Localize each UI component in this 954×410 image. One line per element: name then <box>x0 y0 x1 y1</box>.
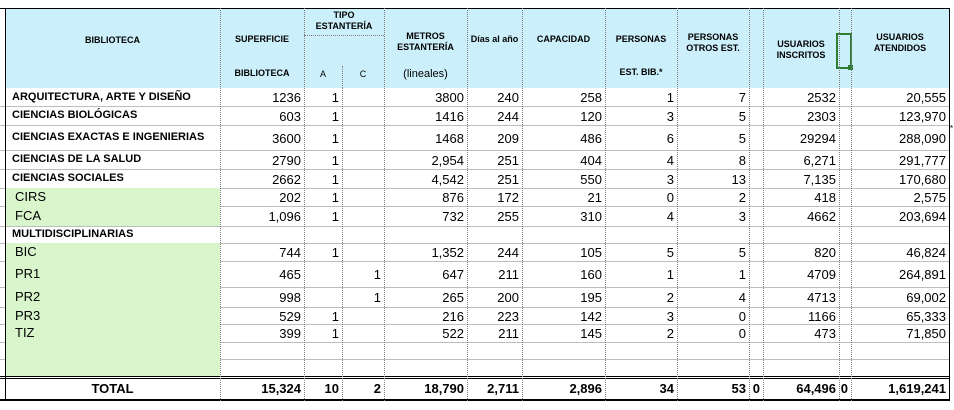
cell-sup[interactable]: 465 <box>279 267 301 282</box>
cell-dias[interactable]: 244 <box>497 109 519 124</box>
cell-c[interactable] <box>342 88 384 106</box>
column-gridline <box>677 8 678 401</box>
cell-sup[interactable] <box>220 342 304 359</box>
cell-dias[interactable]: 255 <box>497 209 519 224</box>
column-gridline <box>467 8 468 401</box>
cell-sup[interactable]: 202 <box>279 190 301 205</box>
cell-cap[interactable]: 142 <box>580 309 602 324</box>
header-superficie: SUPERFICIE <box>234 34 289 44</box>
column-gridline <box>522 8 523 401</box>
cell-cap[interactable]: 550 <box>580 172 602 187</box>
cell-metros[interactable] <box>384 359 467 376</box>
total-extra2[interactable]: 0 <box>840 381 848 396</box>
cell-ins[interactable]: 418 <box>814 190 836 205</box>
cell-otros[interactable]: 5 <box>738 131 746 146</box>
total-at[interactable]: 1,619,241 <box>888 381 946 396</box>
cell-metros[interactable]: 3800 <box>435 90 464 105</box>
cell-per[interactable] <box>605 342 677 359</box>
cell-otros[interactable]: 8 <box>738 153 746 168</box>
cell-a[interactable]: 1 <box>331 153 339 168</box>
cell-metros[interactable]: 265 <box>442 290 464 305</box>
cell-at[interactable]: 2,575 <box>913 190 946 205</box>
cell-cap[interactable]: 195 <box>580 290 602 305</box>
cell-otros[interactable]: 2 <box>738 190 746 205</box>
cell-sup[interactable]: 603 <box>279 109 301 124</box>
cell-sup[interactable] <box>220 226 304 243</box>
cell-otros[interactable]: 13 <box>731 172 746 187</box>
cell-metros[interactable]: 647 <box>442 267 464 282</box>
cell-per[interactable]: 3 <box>666 309 674 324</box>
cell-ins[interactable] <box>763 226 839 243</box>
cell-per[interactable]: 2 <box>666 290 674 305</box>
cell-metros[interactable] <box>384 342 467 359</box>
row-label[interactable]: PR3 <box>5 307 220 324</box>
cell-a[interactable]: 1 <box>331 131 339 146</box>
column-gridline <box>839 8 840 401</box>
cell-c[interactable]: 1 <box>373 267 381 282</box>
cell-a[interactable]: 1 <box>331 90 339 105</box>
cell-a[interactable] <box>304 342 342 359</box>
header-usuarios-atendidos: USUARIOS ATENDIDOS <box>873 32 927 53</box>
header-personas: PERSONAS <box>615 34 667 44</box>
cell-dias[interactable]: 240 <box>497 90 519 105</box>
cell-ins[interactable]: 6,271 <box>803 153 836 168</box>
cell-otros[interactable]: 3 <box>738 209 746 224</box>
cell-c[interactable] <box>342 359 384 376</box>
header-personas-otros: PERSONAS OTROS EST. <box>686 32 740 53</box>
cell-ins[interactable]: 473 <box>814 326 836 341</box>
cell-a[interactable]: 1 <box>331 190 339 205</box>
cell-cap[interactable]: 404 <box>580 153 602 168</box>
cell-per[interactable]: 5 <box>666 245 674 260</box>
header-tipo-a: A <box>319 69 326 79</box>
cell-cap[interactable]: 160 <box>580 267 602 282</box>
cell-ins[interactable]: 1166 <box>808 309 836 324</box>
row-label[interactable]: CIENCIAS DE LA SALUD <box>12 153 142 165</box>
cell-at[interactable]: 65,333 <box>906 309 946 324</box>
cell-cap[interactable] <box>522 342 605 359</box>
cell-dias[interactable]: 244 <box>497 245 519 260</box>
header-top-border <box>0 8 949 9</box>
column-gridline <box>605 8 606 401</box>
cell-ins[interactable]: 2532 <box>807 90 836 105</box>
cell-dias[interactable]: 200 <box>497 290 519 305</box>
cell-a[interactable]: 1 <box>331 172 339 187</box>
cell-at[interactable]: 264,891 <box>899 267 946 282</box>
cell-otros[interactable] <box>677 342 749 359</box>
cell-ins[interactable] <box>763 342 839 359</box>
cell-dias[interactable]: 251 <box>497 172 519 187</box>
cell-cap[interactable] <box>522 359 605 376</box>
cell-a[interactable]: 1 <box>331 309 339 324</box>
cell-per[interactable]: 2 <box>666 326 674 341</box>
total-c[interactable]: 2 <box>373 381 381 396</box>
cell-metros[interactable]: 2,954 <box>431 153 464 168</box>
header-capacidad: CAPACIDAD <box>536 34 591 44</box>
cell-cap[interactable] <box>522 226 605 243</box>
row-gridline <box>0 376 949 377</box>
cell-metros[interactable]: 522 <box>442 326 464 341</box>
cell-dias[interactable]: 223 <box>497 309 519 324</box>
row-label[interactable]: MULTIDISCIPLINARIAS <box>12 228 134 240</box>
cell-otros[interactable]: 0 <box>738 309 746 324</box>
column-gridline <box>220 8 221 401</box>
cell-at[interactable]: 123,970 <box>899 109 946 124</box>
cell-otros[interactable]: 5 <box>738 109 746 124</box>
cell-otros[interactable]: 0 <box>738 326 746 341</box>
total-ins[interactable]: 64,496 <box>796 381 836 396</box>
cell-ins[interactable]: 29294 <box>799 131 836 146</box>
header-metros-sub: (lineales) <box>403 69 448 80</box>
footnote-asterisk: * <box>950 124 954 133</box>
cell-a[interactable]: 1 <box>331 326 339 341</box>
cell-a[interactable] <box>304 359 342 376</box>
cell-per[interactable]: 6 <box>666 131 674 146</box>
cell-per[interactable] <box>605 359 677 376</box>
cell-per[interactable]: 1 <box>666 267 674 282</box>
row-label[interactable] <box>5 342 220 359</box>
cell-sup[interactable]: 744 <box>279 245 301 260</box>
cell-at[interactable]: 203,694 <box>899 209 946 224</box>
row-label[interactable] <box>5 359 220 376</box>
total-otros[interactable]: 53 <box>731 381 746 396</box>
row-label[interactable]: CIRS <box>5 188 220 206</box>
cell-at[interactable]: 288,090 <box>899 131 946 146</box>
cell-per[interactable]: 4 <box>666 209 674 224</box>
cell-otros[interactable]: 1 <box>738 267 746 282</box>
header-tipo-c: C <box>359 69 367 79</box>
cell-c[interactable]: 1 <box>373 290 381 305</box>
cell-sup[interactable]: 529 <box>279 309 301 324</box>
cell-c[interactable] <box>342 150 384 169</box>
total-label: TOTAL <box>91 381 134 396</box>
header-tipo-ac-divider <box>342 66 343 88</box>
cell-metros[interactable]: 1468 <box>435 131 464 146</box>
cell-dias[interactable]: 251 <box>497 153 519 168</box>
cell-dias[interactable]: 172 <box>497 190 519 205</box>
cell-dias[interactable] <box>467 342 522 359</box>
header-tipo-estanteria: TIPO ESTANTERÍA <box>315 10 373 31</box>
total-dias[interactable]: 2,711 <box>487 381 519 396</box>
total-extra1[interactable]: 0 <box>752 381 760 396</box>
cell-sup[interactable]: 1236 <box>272 90 301 105</box>
column-gridline <box>384 8 385 401</box>
cell-ins[interactable] <box>763 359 839 376</box>
header-tipo-divider <box>304 35 384 36</box>
row-label[interactable]: PR2 <box>5 287 220 307</box>
row-label[interactable]: ARQUITECTURA, ARTE Y DISEÑO <box>12 91 191 103</box>
total-cap[interactable]: 2,896 <box>569 381 602 396</box>
cell-sup[interactable]: 998 <box>279 290 301 305</box>
header-dias: Días al año <box>470 34 519 44</box>
cell-metros[interactable] <box>384 226 467 243</box>
cell-c[interactable] <box>342 324 384 342</box>
cell-cap[interactable]: 21 <box>587 190 602 205</box>
cell-otros[interactable]: 7 <box>738 90 746 105</box>
cell-ins[interactable]: 4662 <box>807 209 836 224</box>
cell-per[interactable] <box>605 226 677 243</box>
cell-metros[interactable]: 876 <box>442 190 464 205</box>
row-label[interactable]: CIENCIAS EXACTAS E INGENIERIAS <box>12 131 205 143</box>
cell-sup[interactable] <box>220 359 304 376</box>
cell-per[interactable]: 3 <box>666 109 674 124</box>
cell-cap[interactable]: 310 <box>580 209 602 224</box>
cell-metros[interactable]: 216 <box>442 309 464 324</box>
cell-c[interactable] <box>342 243 384 261</box>
cell-ins[interactable]: 2303 <box>807 109 836 124</box>
cell-dias[interactable]: 211 <box>498 326 519 341</box>
cell-a[interactable]: 1 <box>331 245 339 260</box>
total-sup[interactable]: 15,324 <box>261 381 301 396</box>
column-gridline <box>949 8 950 401</box>
cell-c[interactable] <box>342 307 384 324</box>
cell-a[interactable]: 1 <box>331 109 339 124</box>
cell-a[interactable] <box>304 261 342 287</box>
total-metros[interactable]: 18,790 <box>424 381 464 396</box>
cell-cap[interactable]: 486 <box>580 131 602 146</box>
cell-at[interactable]: 291,777 <box>899 153 946 168</box>
cell-per[interactable]: 4 <box>666 153 674 168</box>
row-label[interactable]: PR1 <box>5 261 220 287</box>
cell-at[interactable] <box>851 359 949 376</box>
cell-at[interactable]: 170,680 <box>899 172 946 187</box>
header-metros: METROS ESTANTERÍA <box>397 31 454 52</box>
cell-ins[interactable]: 4713 <box>807 290 836 305</box>
cell-a[interactable] <box>304 287 342 307</box>
column-gridline <box>763 8 764 401</box>
column-gridline <box>5 8 6 401</box>
row-label[interactable]: CIENCIAS SOCIALES <box>12 172 124 184</box>
column-gridline <box>851 8 852 401</box>
cell-c[interactable] <box>342 206 384 226</box>
cell-ins[interactable]: 4709 <box>807 267 836 282</box>
header-biblioteca: BIBLIOTECA <box>85 35 140 45</box>
cell-cap[interactable]: 120 <box>580 109 602 124</box>
cell-c[interactable] <box>342 125 384 150</box>
cell-dias[interactable] <box>467 359 522 376</box>
cell-c[interactable] <box>342 188 384 206</box>
cell-otros[interactable] <box>677 226 749 243</box>
cell-dias[interactable] <box>467 226 522 243</box>
cell-cap[interactable]: 145 <box>580 326 602 341</box>
cell-dias[interactable]: 209 <box>497 131 519 146</box>
cell-metros[interactable]: 1,352 <box>431 245 464 260</box>
cell-cap[interactable]: 258 <box>580 90 602 105</box>
cell-c[interactable] <box>342 226 384 243</box>
cell-at[interactable] <box>851 342 949 359</box>
cell-per[interactable]: 1 <box>666 90 674 105</box>
column-gridline <box>304 8 305 401</box>
row-label[interactable]: TIZ <box>5 324 220 342</box>
row-label[interactable]: FCA <box>5 206 220 226</box>
cell-per[interactable]: 0 <box>666 190 674 205</box>
total-a[interactable]: 10 <box>324 381 339 396</box>
cell-sup[interactable]: 2662 <box>272 172 301 187</box>
cell-dias[interactable]: 211 <box>498 267 519 282</box>
cell-at[interactable]: 69,002 <box>906 290 946 305</box>
header-personas-sub: EST. BIB.* <box>619 67 663 77</box>
cell-cap[interactable]: 105 <box>580 245 602 260</box>
header-superficie-sub: BIBLIOTECA <box>234 68 290 78</box>
cell-per[interactable]: 3 <box>666 172 674 187</box>
cell-at[interactable] <box>851 226 949 243</box>
cell-sup[interactable]: 2790 <box>272 153 301 168</box>
cell-sup[interactable]: 3600 <box>272 131 301 146</box>
cell-otros[interactable] <box>677 359 749 376</box>
cell-c[interactable] <box>342 106 384 125</box>
cell-metros[interactable]: 4,542 <box>431 172 464 187</box>
cell-at[interactable]: 46,824 <box>906 245 946 260</box>
column-gridline <box>342 88 343 401</box>
cell-metros[interactable]: 1416 <box>435 109 464 124</box>
cell-metros[interactable]: 732 <box>442 209 464 224</box>
row-label[interactable]: CIENCIAS BIOLÓGICAS <box>12 109 138 121</box>
total-bottom-border <box>0 399 949 401</box>
column-gridline <box>749 8 750 401</box>
total-per[interactable]: 34 <box>659 381 674 396</box>
cell-otros[interactable]: 5 <box>738 245 746 260</box>
cell-c[interactable] <box>342 169 384 188</box>
cell-sup[interactable]: 399 <box>279 326 301 341</box>
cell-otros[interactable]: 4 <box>738 290 746 305</box>
cell-at[interactable]: 20,555 <box>906 90 946 105</box>
cell-ins[interactable]: 820 <box>814 245 836 260</box>
header-usuarios-inscritos: USUARIOS INSCRITOS <box>776 39 826 60</box>
cell-a[interactable] <box>304 226 342 243</box>
cell-sup[interactable]: 1,096 <box>268 209 301 224</box>
cell-at[interactable]: 71,850 <box>906 326 946 341</box>
row-label[interactable]: BIC <box>5 243 220 261</box>
cell-ins[interactable]: 7,135 <box>803 172 836 187</box>
cell-c[interactable] <box>342 342 384 359</box>
cell-a[interactable]: 1 <box>331 209 339 224</box>
